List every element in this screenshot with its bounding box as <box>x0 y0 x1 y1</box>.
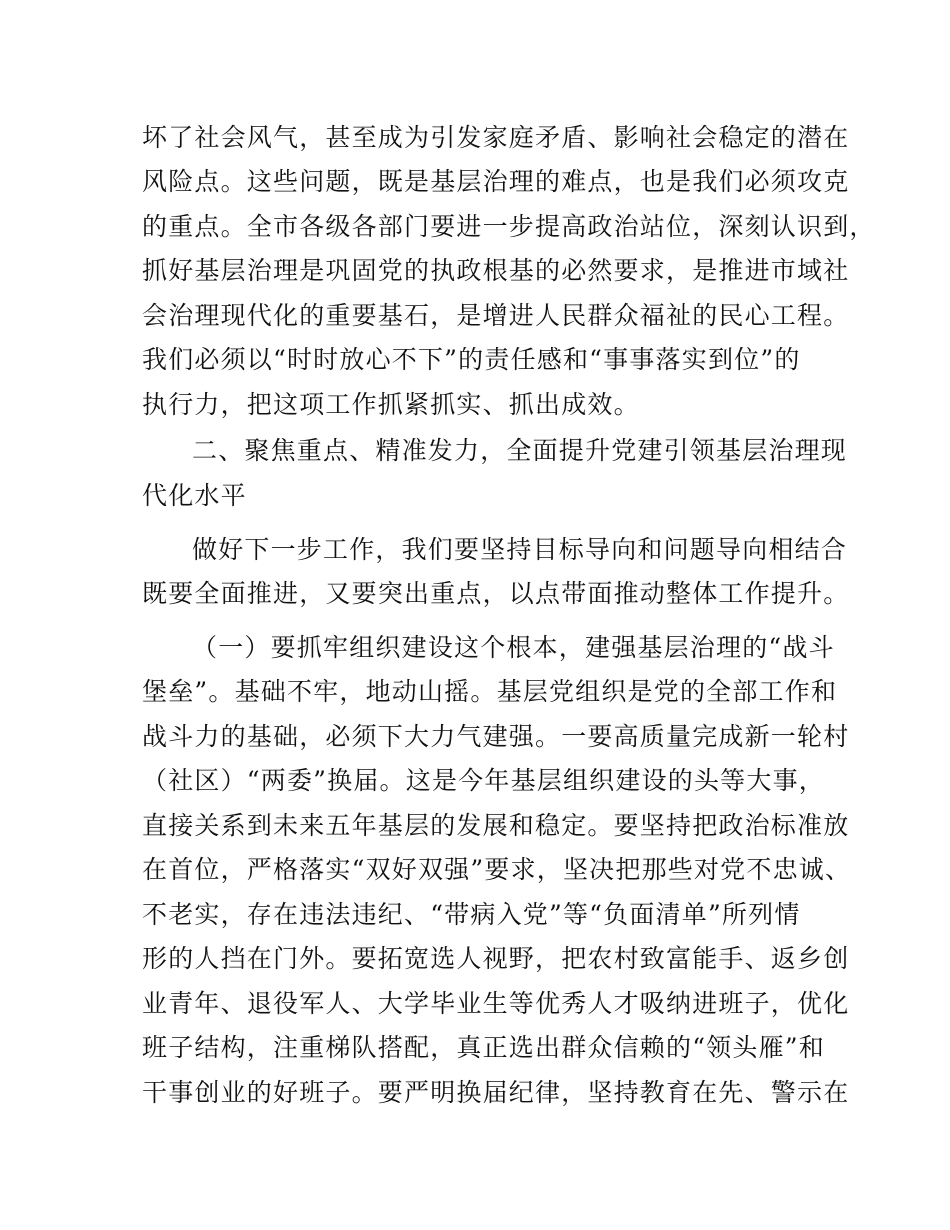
text-line: 会治理现代化的重要基石，是增进人民群众福祉的民心工程。 <box>142 301 850 330</box>
text-line: 干事创业的好班子。要严明换届纪律，坚持教育在先、警示在 <box>142 1078 850 1107</box>
text-line: 直接关系到未来五年基层的发展和稳定。要坚持把政治标准放 <box>142 811 850 840</box>
text-line: 班子结构，注重梯队搭配，真正选出群众信赖的“领头雁”和 <box>142 1033 825 1062</box>
text-line: 在首位，严格落实“双好双强”要求，坚决把那些对党不忠诚、 <box>142 855 852 884</box>
text-line: 形的人挡在门外。要拓宽选人视野，把农村致富能手、返乡创 <box>142 944 850 973</box>
text-line: 坏了社会风气，甚至成为引发家庭矛盾、影响社会稳定的潜在 <box>142 123 850 152</box>
section-heading-line: 二、聚焦重点、精准发力，全面提升党建引领基层治理现 <box>192 436 848 465</box>
text-line: 战斗力的基础，必须下大力气建强。一要高质量完成新一轮村 <box>142 722 850 751</box>
text-line: 风险点。这些问题，既是基层治理的难点，也是我们必须攻克 <box>142 167 850 196</box>
text-line: 我们必须以“时时放心不下”的责任感和“事事落实到位”的 <box>142 345 801 374</box>
text-line: 执行力，把这项工作抓紧抓实、抓出成效。 <box>142 390 640 419</box>
text-line: 抓好基层治理是巩固党的执政根基的必然要求，是推进市域社 <box>142 256 850 285</box>
text-line: 做好下一步工作，我们要坚持目标导向和问题导向相结合 <box>192 535 848 564</box>
text-line: （社区）“两委”换届。这是今年基层组织建设的头等大事， <box>142 766 825 795</box>
text-line: （一）要抓牢组织建设这个根本，建强基层治理的“战斗 <box>192 633 835 662</box>
text-line: 既要全面推进，又要突出重点，以点带面推动整体工作提升。 <box>142 579 850 608</box>
text-line: 不老实，存在违法违纪、“带病入党”等“负面清单”所列情 <box>142 900 801 929</box>
text-line: 的重点。全市各级各部门要进一步提高政治站位，深刻认识到， <box>142 212 876 241</box>
text-line: 业青年、退役军人、大学毕业生等优秀人才吸纳进班子，优化 <box>142 989 850 1018</box>
section-heading-line: 代化水平 <box>142 481 247 510</box>
text-line: 堡垒”。基础不牢，地动山摇。基层党组织是党的全部工作和 <box>142 677 838 706</box>
